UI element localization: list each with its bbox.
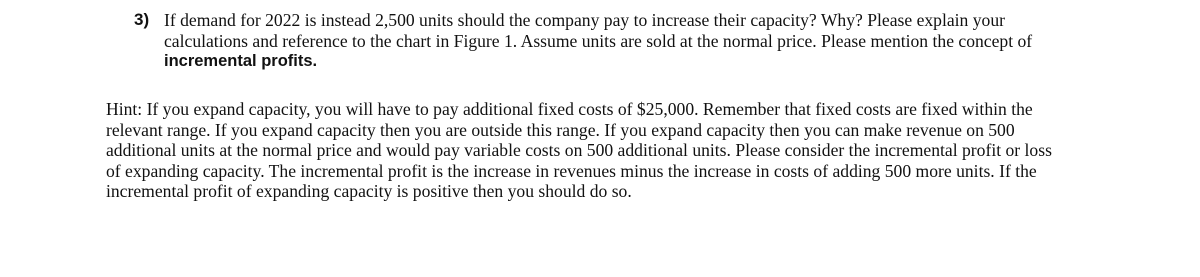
question-bold-line: incremental profits. bbox=[164, 52, 318, 70]
question-number: 3) bbox=[134, 10, 150, 29]
hint-paragraph bbox=[106, 99, 1166, 202]
question-line: calculations and reference to the chart in Figure 1. Assume units are sold at the normal price. Please mention the concept of bbox=[164, 30, 1033, 51]
hint-line: additional units at the normal price and would pay variable costs on 500 additional units. Please consider the incremental profit or loss bbox=[106, 140, 1052, 160]
question-3 bbox=[134, 10, 1144, 72]
hint-line: incremental profit of expanding capacity is positive then you should do so. bbox=[106, 181, 632, 201]
hint-line: relevant range. If you expand capacity then you are outside this range. If you expand capacity then you can make revenue on 500 bbox=[106, 119, 1015, 140]
question-text bbox=[164, 10, 1144, 72]
hint-line: of expanding capacity. The incremental profit is the increase in revenues minus the increase in costs of adding 500 more units. If the bbox=[106, 160, 1037, 181]
hint-line: Hint: If you expand capacity, you will have to pay additional fixed costs of $25,000. Remember that fixed costs are fixed within the bbox=[106, 99, 1033, 119]
question-line: If demand for 2022 is instead 2,500 units should the company pay to increase their capacity? Why? Please explain your bbox=[164, 10, 1006, 30]
